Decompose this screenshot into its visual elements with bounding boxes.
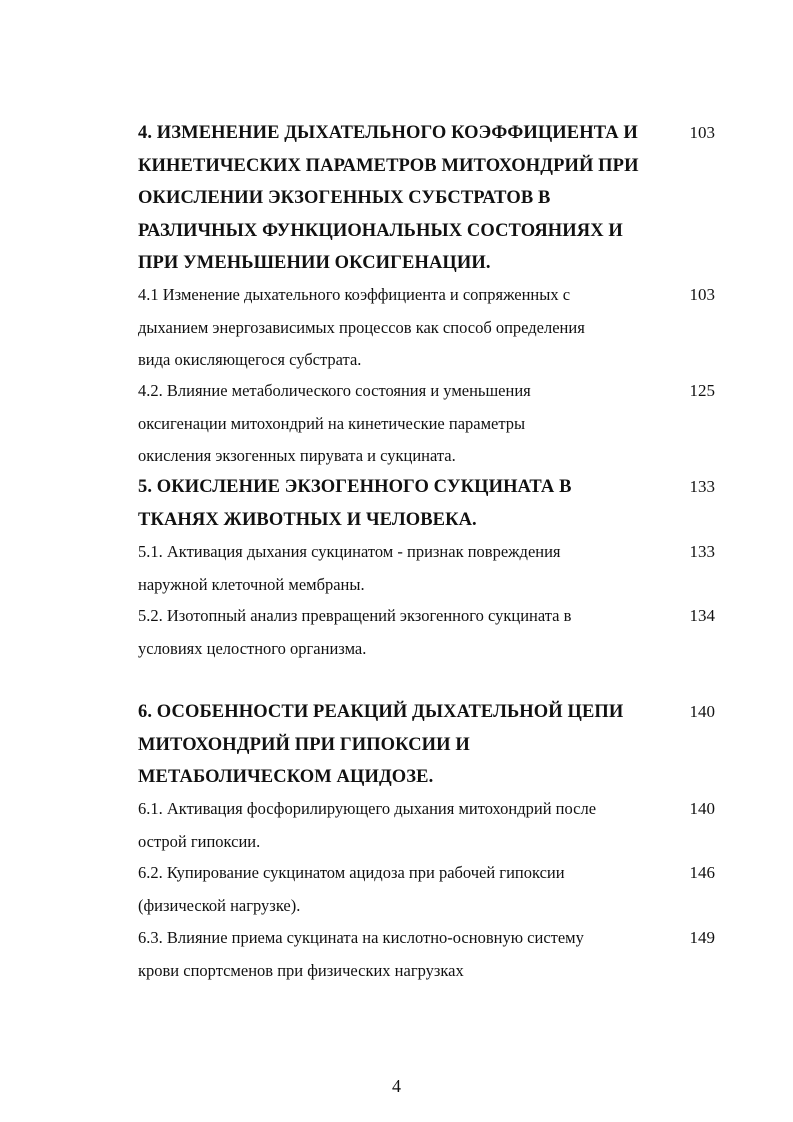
toc-page-number: 140 [689,702,715,721]
toc-page-number: 133 [689,477,715,496]
toc-line: условиях целостного организма. [138,638,367,658]
toc-line: 6. ОСОБЕННОСТИ РЕАКЦИЙ ДЫХАТЕЛЬНОЙ ЦЕПИ [138,702,624,722]
toc-entry-title [138,117,668,280]
toc-line: 6.1. Активация фосфорилирующего дыхания митохондрий после [138,799,597,818]
toc-page-number: 125 [689,381,715,400]
toc-line: окисления экзогенных пирувата и сукцината. [138,446,456,465]
toc-line: МЕТАБОЛИЧЕСКОМ АЦИДОЗЕ. [138,767,434,787]
toc-line: острой гипоксии. [138,831,261,851]
toc-page-number: 103 [689,123,715,142]
toc-line: ПРИ УМЕНЬШЕНИИ ОКСИГЕНАЦИИ. [138,253,491,273]
toc-line: 4.1 Изменение дыхательного коэффициента и сопряженных с [138,285,571,304]
toc-line: 6.3. Влияние приема сукцината на кислотно-основную систему [138,928,584,947]
toc-line: 5.1. Активация дыхания сукцинатом - признак повреждения [138,542,561,561]
toc-entry-title [138,471,668,536]
toc-page-number: 103 [689,285,715,304]
toc-line: (физической нагрузке). [138,895,301,915]
toc-line: 5. ОКИСЛЕНИЕ ЭКЗОГЕННОГО СУКЦИНАТА В [138,477,572,497]
toc-entry-title [138,279,668,377]
toc-line: крови спортсменов при физических нагрузках [138,960,464,980]
toc-line: 6.2. Купирование сукцинатом ацидоза при рабочей гипоксии [138,863,565,882]
toc-line: оксигенации митохондрий на кинетические параметры [138,413,526,433]
toc-entry-title [138,696,668,794]
toc-line: РАЗЛИЧНЫХ ФУНКЦИОНАЛЬНЫХ СОСТОЯНИЯХ И [138,220,623,241]
toc-page-number: 149 [689,928,715,947]
toc-entry-title [138,857,668,922]
toc-line: 4.2. Влияние метаболического состояния и уменьшения [138,381,531,400]
toc-line: ОКИСЛЕНИИ ЭКЗОГЕННЫХ СУБСТРАТОВ В [138,188,551,208]
toc-line: вида окисляющегося субстрата. [138,350,362,369]
footer-page-number: 4 [392,1076,401,1096]
toc-page-number: 133 [689,542,715,561]
toc-line: ТКАНЯХ ЖИВОТНЫХ И ЧЕЛОВЕКА. [138,509,477,530]
toc-entry-title [138,922,668,987]
toc-line: дыханием энергозависимых процессов как способ определения [138,317,585,337]
toc-entry-title [138,793,668,858]
toc-line: наружной клеточной мембраны. [138,574,365,594]
toc-line: 4. ИЗМЕНЕНИЕ ДЫХАТЕЛЬНОГО КОЭФФИЦИЕНТА И [138,123,638,143]
toc-line: 5.2. Изотопный анализ превращений экзогенного сукцината в [138,606,572,625]
toc-page-number: 140 [689,799,715,818]
toc-page-number: 134 [689,606,715,625]
toc-line: КИНЕТИЧЕСКИХ ПАРАМЕТРОВ МИТОХОНДРИЙ ПРИ [138,155,639,176]
toc-entry-title [138,536,668,601]
toc-line: МИТОХОНДРИЙ ПРИ ГИПОКСИИ И [138,734,470,755]
toc-entry-title [138,600,668,665]
toc-page-number: 146 [689,863,715,882]
toc-entry-title [138,375,668,473]
